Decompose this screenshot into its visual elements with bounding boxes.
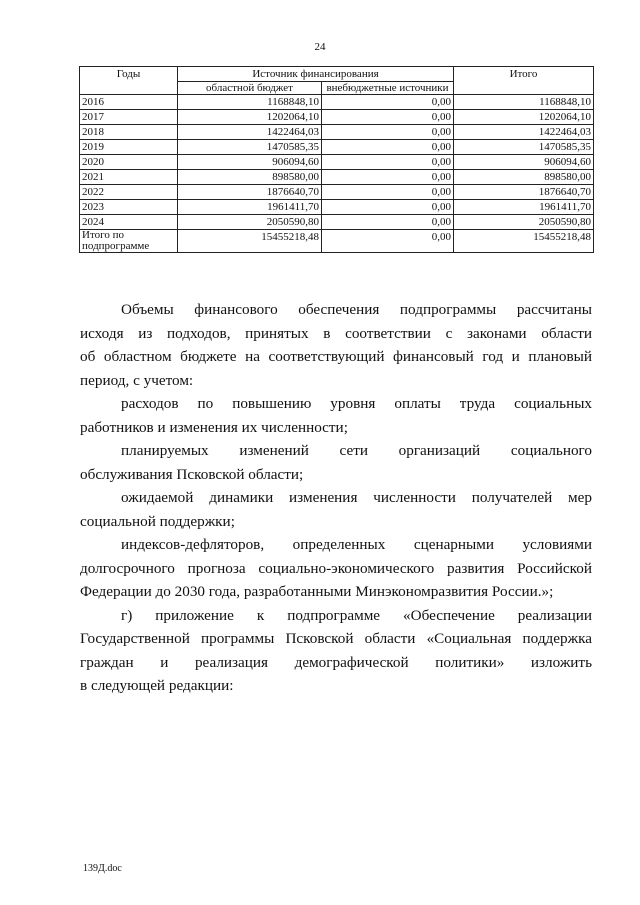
paragraph-line: граждан и реализация демографической политики» изложить [80, 653, 592, 671]
paragraph-line: Объемы финансового обеспечения подпрограммы рассчитаны [121, 301, 592, 318]
paragraph-line: долгосрочного прогноза социально-экономического развития Российской [80, 559, 592, 577]
total-cell: 2050590,80 [454, 215, 594, 230]
total-cell: 15455218,48 [454, 230, 594, 253]
paragraph-line: период, с учетом: [80, 371, 194, 389]
year-cell: 2021 [80, 170, 178, 185]
year-cell: 2024 [80, 215, 178, 230]
total-cell: 898580,00 [454, 170, 594, 185]
regional-cell: 1422464,03 [178, 125, 322, 140]
header-years: Годы [80, 67, 178, 95]
total-cell: 1422464,03 [454, 125, 594, 140]
paragraph-line: г) приложение к подпрограмме «Обеспечение реализации [121, 606, 592, 624]
paragraph-line: индексов-дефляторов, определенных сценарными условиями [121, 536, 592, 553]
paragraph-line: обслуживания Псковской области; [80, 465, 304, 483]
paragraph-line: исходя из подходов, принятых в соответствии с законами области [80, 324, 592, 342]
footer-filename: 139Д.doc [83, 863, 122, 874]
extrabudget-cell: 0,00 [322, 110, 454, 125]
regional-cell: 1961411,70 [178, 200, 322, 215]
total-label-cell: Итого по подпрограмме [80, 230, 178, 253]
regional-cell: 15455218,48 [178, 230, 322, 253]
year-cell: 2023 [80, 200, 178, 215]
extrabudget-cell: 0,00 [322, 215, 454, 230]
page-number: 24 [314, 41, 326, 53]
paragraph-line: Государственной программы Псковской области «Социальная поддержка [80, 630, 592, 647]
regional-cell: 1168848,10 [178, 95, 322, 110]
year-cell: 2016 [80, 95, 178, 110]
table-row [80, 215, 594, 230]
extrabudget-cell: 0,00 [322, 200, 454, 215]
table-row [80, 185, 594, 200]
extrabudget-cell: 0,00 [322, 95, 454, 110]
regional-cell: 906094,60 [178, 155, 322, 170]
total-cell: 1168848,10 [454, 95, 594, 110]
paragraph-line: в следующей редакции: [80, 677, 234, 694]
paragraph-line: планируемых изменений сети организаций социального [121, 442, 592, 459]
table-row [80, 95, 594, 110]
paragraph-line: ожидаемой динамики изменения численности получателей мер [121, 489, 592, 506]
header-total: Итого [454, 67, 594, 95]
paragraph-line: расходов по повышению уровня оплаты труда социальных [121, 395, 592, 412]
table-row [80, 140, 594, 155]
extrabudget-cell: 0,00 [322, 125, 454, 140]
header-source: Источник финансирования [178, 67, 454, 82]
regional-cell: 2050590,80 [178, 215, 322, 230]
financing-table [79, 66, 594, 253]
paragraph-line: Федерации до 2030 года, разработанными Минэкономразвития России.»; [80, 583, 554, 600]
total-cell: 906094,60 [454, 155, 594, 170]
extrabudget-cell: 0,00 [322, 230, 454, 253]
header-extrabudget: внебюджетные источники [322, 82, 454, 95]
table-row [80, 155, 594, 170]
paragraph-line: социальной поддержки; [80, 512, 235, 530]
year-cell: 2019 [80, 140, 178, 155]
total-cell: 1961411,70 [454, 200, 594, 215]
table-body [80, 95, 594, 253]
total-cell: 1202064,10 [454, 110, 594, 125]
extrabudget-cell: 0,00 [322, 185, 454, 200]
extrabudget-cell: 0,00 [322, 140, 454, 155]
year-cell: 2020 [80, 155, 178, 170]
year-cell: 2018 [80, 125, 178, 140]
body-text [80, 298, 592, 698]
table-row-total [80, 230, 594, 253]
total-cell: 1470585,35 [454, 140, 594, 155]
table-row [80, 200, 594, 215]
table-row [80, 170, 594, 185]
table-row [80, 125, 594, 140]
regional-cell: 1470585,35 [178, 140, 322, 155]
extrabudget-cell: 0,00 [322, 170, 454, 185]
extrabudget-cell: 0,00 [322, 155, 454, 170]
table-row [80, 110, 594, 125]
paragraph-line: работников и изменения их численности; [80, 418, 348, 436]
regional-cell: 1202064,10 [178, 110, 322, 125]
header-regional-budget: областной бюджет [178, 82, 322, 95]
regional-cell: 1876640,70 [178, 185, 322, 200]
year-cell: 2017 [80, 110, 178, 125]
total-cell: 1876640,70 [454, 185, 594, 200]
regional-cell: 898580,00 [178, 170, 322, 185]
year-cell: 2022 [80, 185, 178, 200]
paragraph-line: об областном бюджете на соответствующий финансовый год и плановый [80, 348, 592, 365]
